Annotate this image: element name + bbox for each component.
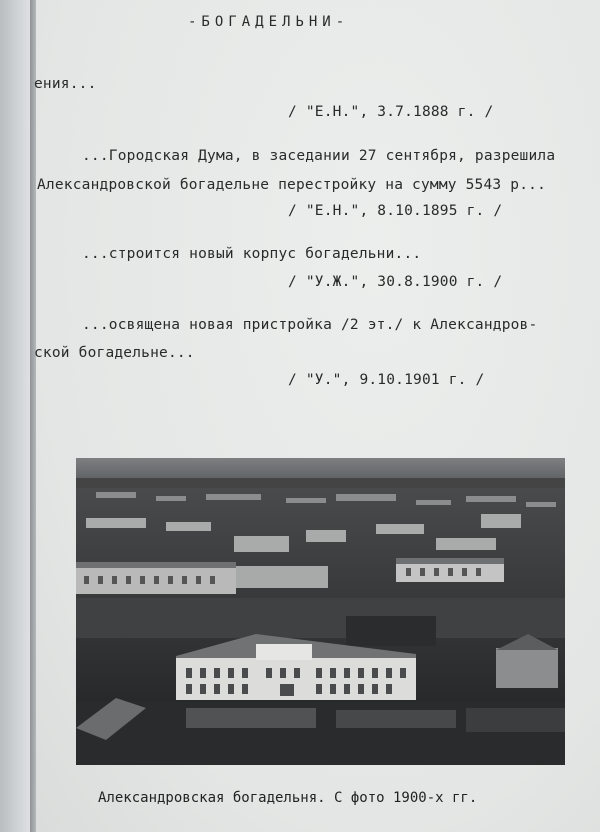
text-line: Александровской богадельне перестройку на сумму 5543 р... xyxy=(37,177,546,193)
text-line: ...строится новый корпус богадельни... xyxy=(82,246,422,262)
left-page-edge xyxy=(0,0,34,832)
photo-caption: Александровская богадельня. С фото 1900-х гг. xyxy=(98,790,478,806)
text-line: ...освящена новая пристройка /2 эт./ к Александров- xyxy=(82,317,538,333)
text-line: ения... xyxy=(34,76,97,92)
source-citation: / "У.Ж.", 30.8.1900 г. / xyxy=(288,274,503,290)
source-citation: / "У.", 9.10.1901 г. / xyxy=(288,372,485,388)
city-panorama-illustration xyxy=(76,458,565,765)
text-line: ской богадельне... xyxy=(34,345,195,361)
source-citation: / "Е.Н.", 3.7.1888 г. / xyxy=(288,104,494,120)
source-citation: / "Е.Н.", 8.10.1895 г. / xyxy=(288,203,503,219)
text-line: ...Городская Дума, в заседании 27 сентября, разрешила xyxy=(82,148,556,164)
historical-photo xyxy=(76,458,565,765)
page-heading: -БОГАДЕЛЬНИ- xyxy=(188,14,350,30)
